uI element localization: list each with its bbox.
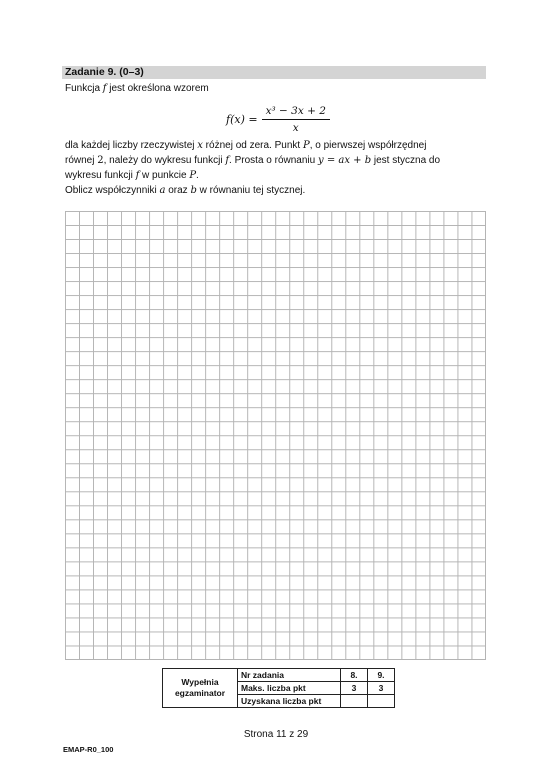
- formula-fraction: [262, 105, 330, 134]
- examiner-label: Wypełnia egzaminator: [163, 669, 238, 708]
- formula-denominator: x: [292, 121, 299, 134]
- scored-points-cell[interactable]: [368, 695, 395, 708]
- formula-lhs: f(x) =: [226, 112, 258, 126]
- max-points-cell: 3: [368, 682, 395, 695]
- row-header: Nr zadania: [238, 669, 341, 682]
- task-number-cell: 8.: [341, 669, 368, 682]
- body-line-3: wykresu funkcji f w punkcie P.: [65, 170, 199, 181]
- max-points-cell: 3: [341, 682, 368, 695]
- row-header: Uzyskana liczba pkt: [238, 695, 341, 708]
- body-line-1: dla każdej liczby rzeczywistej x różnej od zera. Punkt P, o pierwszej współrzędnej: [65, 140, 427, 151]
- body-line-2: równej 2, należy do wykresu funkcji f. Prosta o równaniu y = ax + b jest styczna do: [65, 155, 441, 166]
- exam-code: EMAP-R0_100: [63, 745, 114, 754]
- answer-grid[interactable]: [65, 211, 486, 660]
- table-row: [163, 669, 395, 682]
- task-header: Zadanie 9. (0–3): [62, 66, 486, 79]
- formula-numerator: x³ − 3x + 2: [262, 105, 330, 120]
- scored-points-cell[interactable]: [341, 695, 368, 708]
- score-table: [162, 668, 395, 708]
- intro-line: Funkcja f jest określona wzorem: [65, 83, 209, 94]
- body-line-4: Oblicz współczynniki a oraz b w równaniu tej stycznej.: [65, 185, 306, 196]
- row-header: Maks. liczba pkt: [238, 682, 341, 695]
- function-formula: [226, 103, 330, 135]
- task-number-cell: 9.: [368, 669, 395, 682]
- page-number: Strona 11 z 29: [243, 729, 309, 740]
